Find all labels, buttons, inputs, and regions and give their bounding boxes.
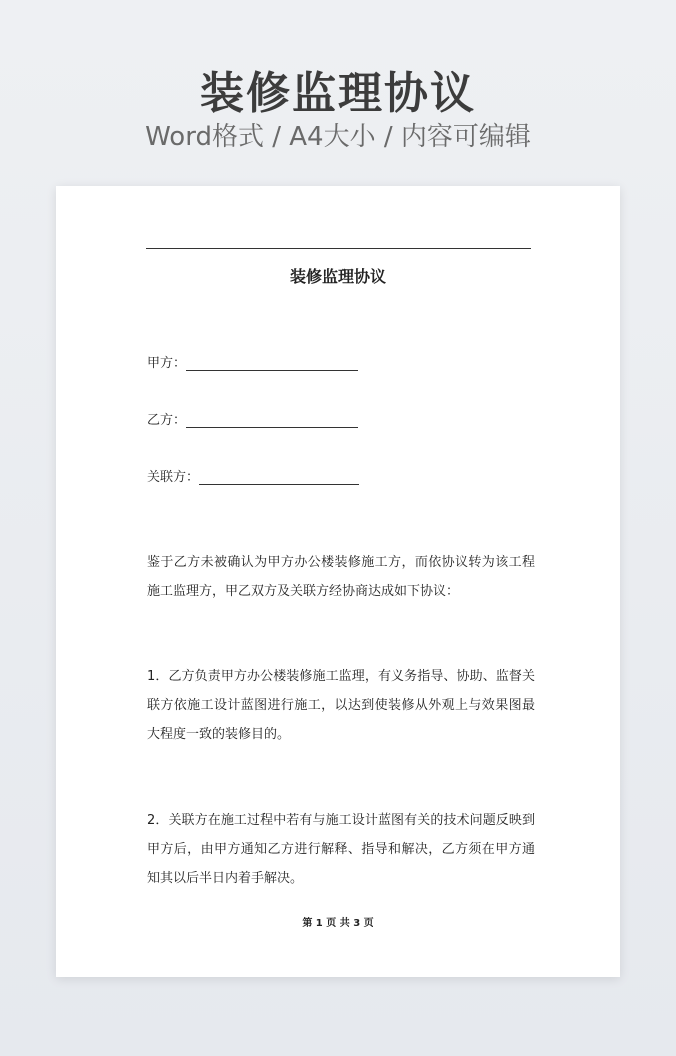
party-a-line [147,352,358,371]
header-rule [146,248,531,249]
party-a-blank [186,356,358,371]
banner-subtitle: Word格式 / A4大小 / 内容可编辑 [145,122,531,152]
document-page [56,186,620,977]
clause-1-paragraph: 1．乙方负责甲方办公楼装修施工监理，有义务指导、协助、监督关联方依施工设计蓝图进行施工，以达到使装修从外观上与效果图最大程度一致的装修目的。 [147,669,535,742]
party-a-label: 甲方： [147,356,187,371]
party-b-label: 乙方： [147,413,187,428]
party-b-line [147,409,358,428]
party-b-blank [186,413,358,428]
clause-2-paragraph: 2．关联方在施工过程中若有与施工设计蓝图有关的技术问题反映到甲方后，由甲方通知乙方进行解释、指导和解决，乙方须在甲方通知其以后半日内着手解决。 [147,813,535,886]
related-party-line [147,466,359,485]
intro-paragraph: 鉴于乙方未被确认为甲方办公楼装修施工方，而依协议转为该工程施工监理方，甲乙双方及关联方经协商达成如下协议： [147,555,535,599]
banner-title: 装修监理协议 [200,68,476,119]
document-title: 装修监理协议 [289,267,386,286]
page-number: 第 1 页 共 3 页 [302,918,374,929]
related-party-label: 关联方： [147,470,200,485]
related-party-blank [199,470,359,485]
